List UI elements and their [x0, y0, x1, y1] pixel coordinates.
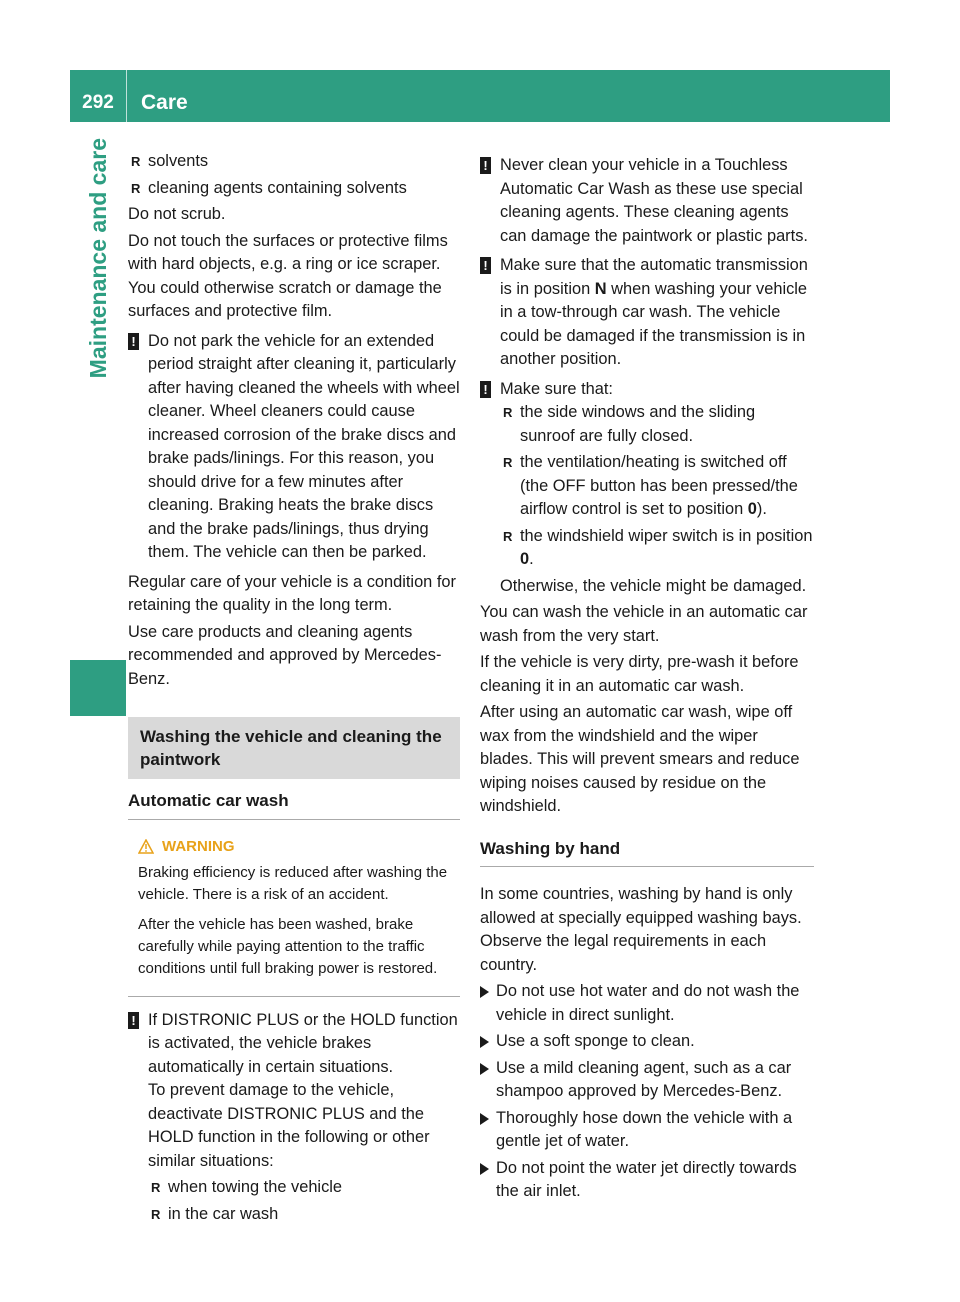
step-item: Thoroughly hose down the vehicle with a gentle jet of water.: [480, 1107, 814, 1154]
paragraph: If the vehicle is very dirty, pre-wash it before cleaning it in an automatic car wash.: [480, 653, 799, 695]
header-bar: [70, 70, 890, 122]
bullet-list: [128, 1176, 460, 1226]
position-value: 0: [520, 550, 530, 568]
side-tab-marker: [70, 660, 126, 716]
subheading: Washing by hand: [480, 837, 814, 868]
note-text: Do not park the vehicle for an extended period straight after cleaning it, particularly after having cleaned the wheels with wheel cleaner. Wheel cleaners could cause increased corrosion of the brake discs and brake pads/linings. For this reason, you should drive for a few minutes after cleaning. Braking heats the brake discs and the brake pads/linings, thus drying them. The vehicle can then be parked.: [148, 331, 460, 561]
left-column: [128, 150, 460, 1229]
list-item: R the side windows and the sliding sunroof are fully closed.: [500, 401, 814, 448]
caution-note: [128, 330, 460, 565]
warning-text: Braking efficiency is reduced after washing the vehicle. There is a risk of an accident.: [138, 863, 448, 903]
position-value: 0: [747, 500, 757, 518]
list-item: R cleaning agents containing solvents: [128, 177, 460, 201]
exclamation-icon: !: [128, 333, 139, 350]
list-item: R when towing the vehicle: [148, 1176, 460, 1200]
step-item: Use a mild cleaning agent, such as a car shampoo approved by Mercedes-Benz.: [480, 1057, 814, 1104]
gear-position-n: N: [594, 279, 607, 298]
exclamation-icon: !: [128, 1012, 139, 1029]
note-text-pre: Make sure that the automatic transmission is in position: [500, 256, 808, 298]
list-item-text: ).: [756, 500, 767, 518]
paragraph: Use care products and cleaning agents recommended and approved by Mercedes-Benz.: [128, 622, 442, 688]
note-text: Make sure that:: [500, 379, 613, 398]
list-item: [500, 525, 814, 572]
paragraph: To prevent damage to the vehicle, deactivate DISTRONIC PLUS and the HOLD function in the following or other similar situations:: [148, 1081, 430, 1170]
note-text: If DISTRONIC PLUS or the HOLD function is activated, the vehicle brakes automatically in certain situations.: [148, 1010, 458, 1076]
warning-text: After the vehicle has been washed, brake carefully while paying attention to the traffic conditions until full braking power is restored.: [138, 915, 438, 977]
step-item: Use a soft sponge to clean.: [480, 1030, 814, 1054]
step-item: Do not point the water jet directly towards the air inlet.: [480, 1157, 814, 1204]
paragraph: After using an automatic car wash, wipe off wax from the windshield and the wiper blades. This will prevent smears and reduce wiping noises caused by residue on the windshield.: [480, 703, 800, 815]
step-item: Do not use hot water and do not wash the vehicle in direct sunlight.: [480, 980, 814, 1027]
warning-box: [128, 836, 460, 997]
note-text: Never clean your vehicle in a Touchless Automatic Car Wash as these use special cleaning agents. These cleaning agents can damage the paintwork or plastic parts.: [500, 156, 808, 245]
warning-triangle-icon: [138, 839, 154, 854]
paragraph: You can wash the vehicle in an automatic car wash from the very start.: [480, 603, 808, 645]
paragraph: Do not touch the surfaces or protective films with hard objects, e.g. a ring or ice scraper. You could otherwise scratch or damage the surfaces and protective film.: [128, 231, 448, 320]
right-column: [480, 150, 814, 1207]
exclamation-icon: !: [480, 381, 491, 398]
list-item: R solvents: [128, 150, 460, 174]
note-text-post: when washing your vehicle in a tow-through car wash. The vehicle could be damaged if the transmission is in another position.: [500, 279, 808, 368]
side-label-text: Maintenance and care: [84, 138, 111, 379]
section-side-label: [80, 138, 116, 648]
paragraph: Otherwise, the vehicle might be damaged.: [500, 576, 807, 595]
list-item: [500, 451, 814, 522]
exclamation-icon: !: [480, 257, 491, 274]
list-item-text: .: [529, 550, 534, 568]
caution-note: [480, 378, 814, 599]
list-item-text: the windshield wiper switch is in position: [520, 526, 813, 545]
section-heading: Washing the vehicle and cleaning the paintwork: [128, 717, 460, 779]
caution-note: [480, 254, 814, 372]
paragraph: In some countries, washing by hand is only allowed at specially equipped washing bays. Observe the legal requirements in each country.: [480, 885, 802, 974]
warning-header: [138, 836, 452, 858]
paragraph: Do not scrub.: [128, 205, 226, 223]
caution-note: [128, 1009, 460, 1080]
subheading: Automatic car wash: [128, 789, 460, 820]
list-item-text: the ventilation/heating is switched off (the OFF button has been pressed/the airflow control is set to position: [520, 453, 798, 518]
caution-note: [480, 154, 814, 248]
warning-label: WARNING: [162, 837, 235, 855]
page-number: 292: [70, 70, 127, 122]
list-item: R in the car wash: [148, 1203, 460, 1227]
page-title: Care: [141, 91, 188, 114]
exclamation-icon: !: [480, 157, 491, 174]
paragraph: Regular care of your vehicle is a condition for retaining the quality in the long term.: [128, 572, 456, 614]
